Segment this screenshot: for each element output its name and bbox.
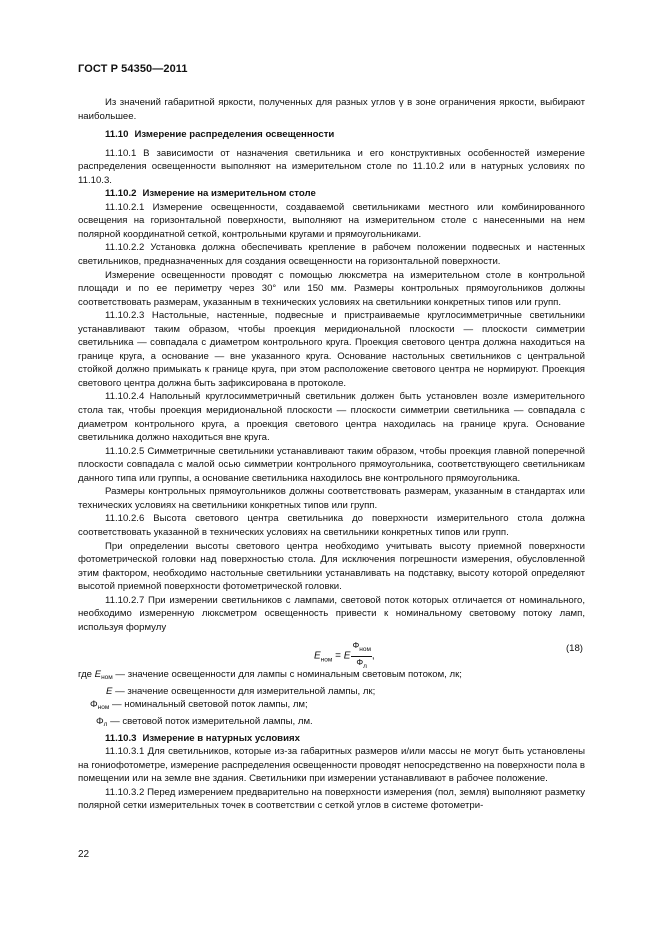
denominator-sub: л	[363, 663, 367, 671]
legend-item-e	[78, 685, 585, 699]
legend-prefix: где	[78, 669, 95, 681]
paragraph-11-10-2-5b: Размеры контрольных прямоугольников должны соответствовать размерам, указанным в стандартах или технических условиях на светильники конкретных типов или групп.	[78, 486, 585, 511]
paragraph-11-10-2-2a: 11.10.2.2 Установка должна обеспечивать крепление в рабочем положении подвесных и настенных светильников, предназначенных для создания освещенности на горизонтальной поверхности.	[78, 242, 585, 268]
legend-symbol-sub: л	[103, 720, 108, 728]
numerator-sub: ном	[359, 646, 371, 654]
legend-text: — значение освещенности для лампы с номинальным световым потоком, лк;	[112, 669, 462, 681]
denominator-symbol: Φ	[356, 657, 364, 668]
formula-denominator	[351, 657, 371, 672]
formula-lhs: E	[314, 650, 321, 662]
paragraph-11-10-2-5a: 11.10.2.5 Симметричные светильники устанавливают таким образом, чтобы проекция главной поперечной плоскости совпадала с малой осью симметрии контрольного прямоугольника, соответствующего светильникам данного типа или группы, а основание светильника находилось вне контрольного прямоугольника.	[78, 445, 585, 484]
formula-trail: ,	[371, 650, 375, 662]
paragraph-11-10-2-6a: 11.10.2.6 Высота светового центра светильника до поверхности измерительного стола должна соответствовать указанной в технических условиях на светильники конкретных типов или групп.	[78, 513, 585, 538]
paragraph-11-10-2-7: 11.10.2.7 При измерении светильников с лампами, световой поток которых отличается от номинального, необходимо измеренную люксметром освещенность привести к номинальному световому потоку ламп, используя формулу	[78, 594, 585, 633]
legend-symbol-sub: ном	[97, 704, 110, 712]
heading-text: Измерение в натурных условиях	[142, 732, 300, 744]
paragraph-11-10-2-6b: При определении высоты светового центра необходимо учитывать высоту приемной поверхности фотометрической головки над поверхностью стола. Для исключения погрешности измерения, обусловленной этим фактором, необходимо настольные светильники устанавливать на подставку, высоту которой определяют высотой приемной поверхности фотометрической головки.	[78, 540, 585, 593]
document-body	[78, 96, 585, 813]
legend-symbol: Φ	[96, 715, 104, 727]
legend-symbol: E	[94, 669, 102, 681]
document-header: ГОСТ Р 54350—2011	[78, 63, 188, 75]
formula-fraction	[351, 640, 371, 672]
heading-11-10	[78, 128, 585, 142]
formula-rhs-var: E	[343, 650, 351, 662]
formula-numerator	[351, 640, 371, 657]
formula-18	[78, 636, 585, 671]
paragraph-11-10-2-1: 11.10.2.1 Измерение освещенности, создаваемой светильниками местного или комбинированного освещения на горизонтальной поверхности, выполняют на измерительном столе с нанесенными на нем полярной координатной сеткой, контрольными кругами и прямоугольниками.	[78, 201, 585, 240]
legend-item-phi-l	[78, 715, 585, 732]
numerator-symbol: Φ	[352, 640, 360, 651]
formula-lhs-sub: ном	[320, 656, 333, 664]
heading-number: 11.10	[105, 129, 129, 141]
heading-text: Измерение на измерительном столе	[142, 188, 316, 200]
paragraph-11-10-2-4: 11.10.2.4 Напольный круглосимметричный светильник должен быть установлен возле измерительного стола так, чтобы проекция меридиональной плоскости — плоскости симметрии светильника — совпадала с диаметром контрольного круга, а проекция светового центра находилась на границе круга. Основание светильника должно находиться вне круга.	[78, 391, 585, 444]
paragraph-11-10-3-2: 11.10.3.2 Перед измерением предварительно на поверхности измерения (пол, земля) выполняют разметку полярной сетки измерительных точек в соответствии с сеткой углов в системе фотометри-	[78, 786, 585, 812]
heading-number: 11.10.2	[105, 188, 137, 200]
heading-11-10-3	[78, 732, 585, 746]
page-number: 22	[78, 849, 90, 860]
heading-11-10-2	[78, 187, 585, 201]
formula-eq: =	[332, 650, 344, 662]
legend-text: — световой поток измерительной лампы, лм.	[107, 715, 313, 727]
legend-text: — значение освещенности для измерительной лампы, лк;	[112, 685, 376, 697]
legend-symbol: Φ	[90, 699, 98, 711]
legend-symbol-sub: ном	[101, 674, 113, 682]
formula-legend	[78, 668, 585, 731]
formula-expression	[314, 640, 375, 672]
paragraph-11-10-3-1: 11.10.3.1 Для светильников, которые из-за габаритных размеров и/или массы не могут быть установлены на гониофотометре, измерение распределения освещенности проводят непосредственно на поверхности пола в помещении или на земле вне здания. Светильники при измерении устанавливают в рабочее положение.	[78, 746, 585, 785]
legend-text: — номинальный световой поток лампы, лм;	[109, 699, 308, 711]
legend-symbol: E	[106, 685, 113, 697]
heading-number: 11.10.3	[105, 732, 137, 744]
paragraph-11-10-1: 11.10.1 В зависимости от назначения светильника и его конструктивных особенностей измерение распределения освещенности выполняют на измерительном столе по 11.10.2 или в натурных условиях по 11.10.3.	[78, 147, 585, 186]
formula-number: (18)	[565, 643, 583, 655]
legend-item-phi-nom	[78, 698, 585, 715]
heading-text: Измерение распределения освещенности	[134, 129, 335, 141]
paragraph-intro: Из значений габаритной яркости, полученных для разных углов γ в зоне ограничения яркости, выбирают наибольшее.	[78, 97, 585, 122]
paragraph-11-10-2-3: 11.10.2.3 Настольные, настенные, подвесные и пристраиваемые круглосимметричные светильники устанавливают таким образом, чтобы проекция меридиональной плоскости — плоскости симметрии светильника — совпадала с диаметром контрольного круга. Проекция светового центра должна находиться на границе круга, а основание — вне указанного круга. Основание настольных светильников с центральной стойкой должно примыкать к границе круга, при этом расположение светового центра не нормируют. Проекция светового центра должна быть зафиксирована в протоколе.	[78, 310, 585, 389]
paragraph-11-10-2-2b: Измерение освещенности проводят с помощью люксметра на измерительном столе в контрольной площади и по ее периметру через 30° или 150 мм. Размеры контрольных прямоугольников должны соответствовать размерам, указанным в технических условиях на светильники конкретных типов или групп.	[78, 269, 585, 308]
